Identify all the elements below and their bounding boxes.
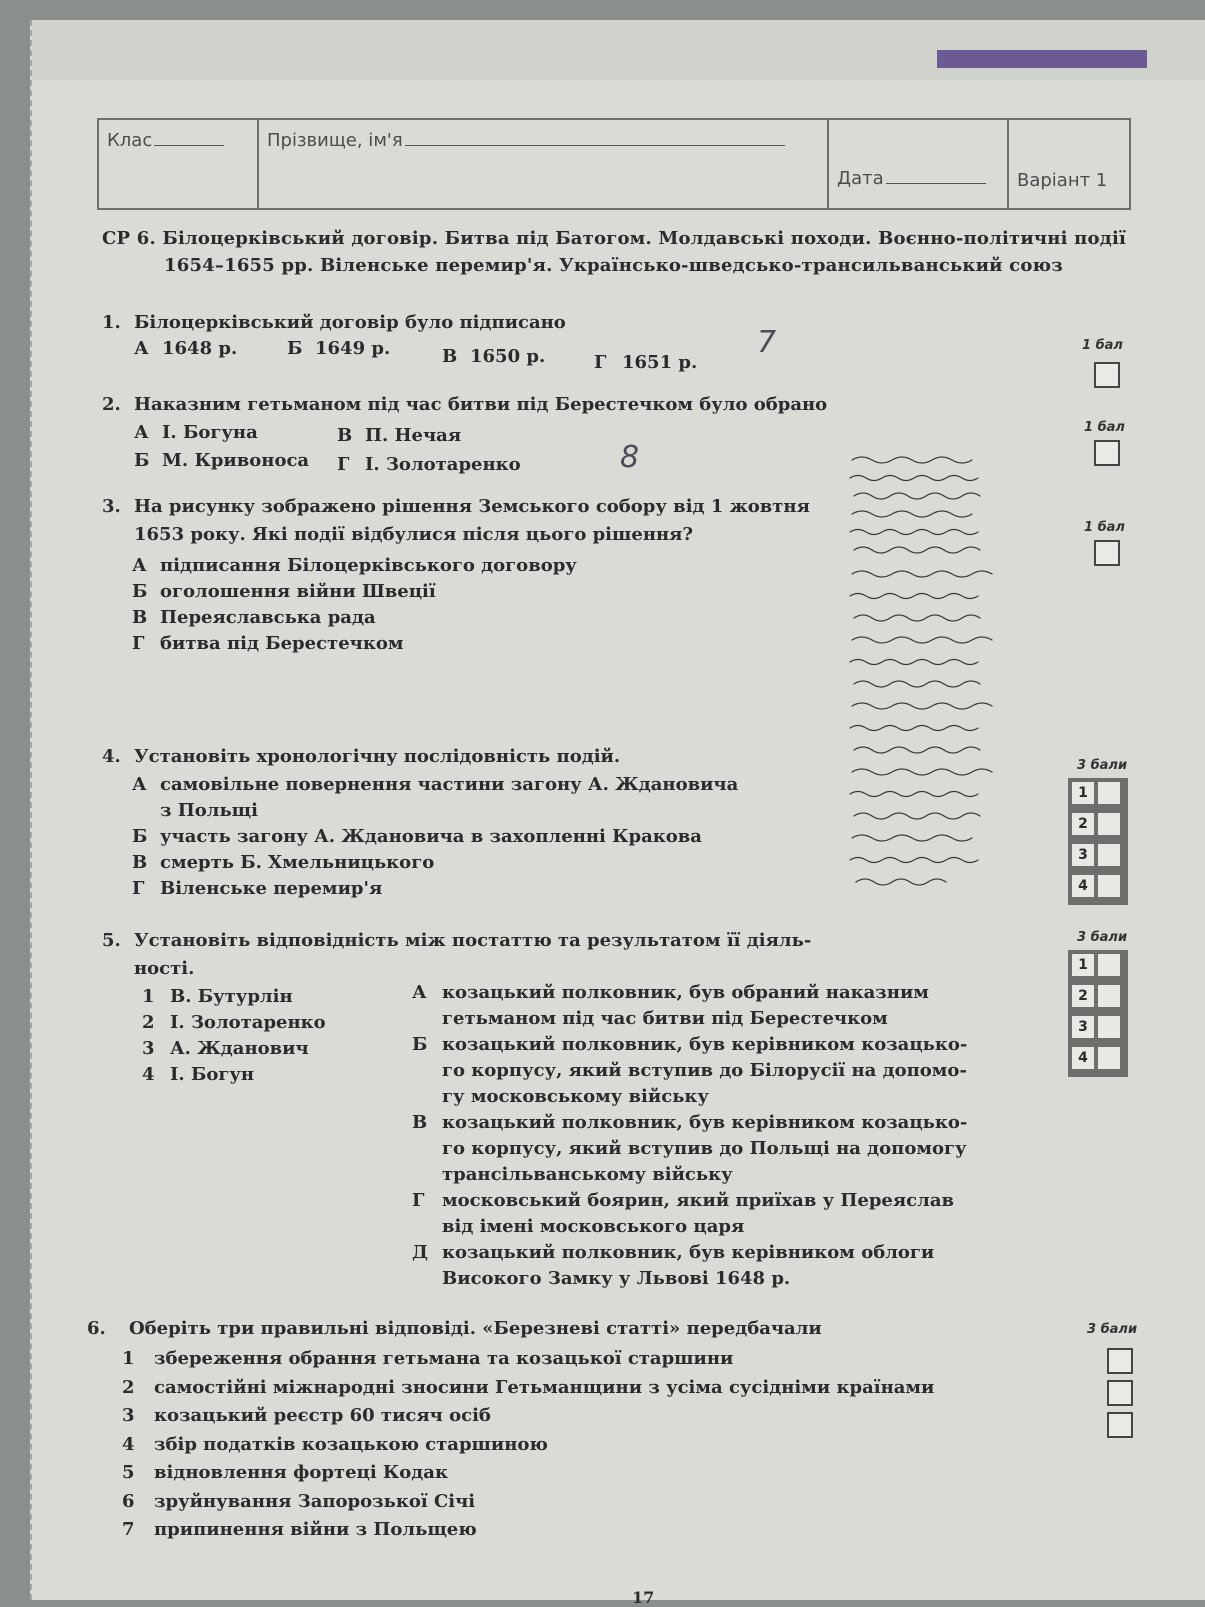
q6-options	[122, 1345, 934, 1545]
q3-answer-box[interactable]	[1094, 540, 1120, 566]
q4-answer-4[interactable]	[1098, 875, 1120, 897]
q4-answer-2[interactable]	[1098, 813, 1120, 835]
q5-result-g: Г московський боярин, який приїхав у Переяслав	[412, 1190, 954, 1211]
q2-option-v[interactable]: В П. Нечая	[337, 425, 462, 446]
class-label: Клас	[107, 130, 153, 151]
question-3-line-2: 1653 року. Які події відбулися після цього рішення?	[134, 524, 694, 545]
name-label: Прізвище, ім'я	[267, 130, 403, 151]
page-number: 17	[632, 1588, 655, 1607]
q4-option-a: А самовільне повернення частини загону А. Ждановича	[132, 774, 739, 795]
header-table	[97, 118, 1131, 210]
name-cell[interactable]	[259, 120, 829, 208]
q5-answer-grid: 1 2 3 4	[1068, 950, 1128, 1077]
variant-label: Варіант 1	[1017, 170, 1108, 191]
q6-option-7: 7 припинення війни з Польщею	[122, 1519, 477, 1540]
q6-answer-box-2[interactable]	[1107, 1380, 1133, 1406]
q6-answer-box-1[interactable]	[1107, 1348, 1133, 1374]
q4-answer-3[interactable]	[1098, 844, 1120, 866]
q2-answer-box[interactable]	[1094, 440, 1120, 466]
manuscript-document-image	[842, 450, 1002, 900]
decorative-bar	[937, 50, 1147, 68]
q4-option-v: В смерть Б. Хмельницького	[132, 852, 435, 873]
question-5: 5. Установіть відповідність між постаттю та результатом її діяль-	[102, 930, 812, 951]
q6-option-2: 2 самостійні міжнародні зносини Гетьманщини з усіма сусідніми країнами	[122, 1376, 935, 1398]
q5-person-3: 3 А. Жданович	[142, 1038, 309, 1059]
title-line-1: СР 6. Білоцерківський договір. Битва під Батогом. Молдавські походи. Воєнно-політичні події	[102, 228, 1127, 249]
q5-result-a-l2: гетьманом під час битви під Берестечком	[442, 1008, 888, 1029]
worksheet-title	[102, 225, 1132, 279]
q6-answer-box-3[interactable]	[1107, 1412, 1133, 1438]
q2-option-a[interactable]: А І. Богуна	[134, 422, 258, 443]
q5-result-b: Б козацький полковник, був керівником козацько-	[412, 1034, 968, 1055]
q6-option-6: 6 зруйнування Запорозької Січі	[122, 1490, 476, 1512]
q5-result-g-l2: від імені московського царя	[442, 1216, 745, 1237]
q6-option-3: 3 козацький реєстр 60 тисяч осіб	[122, 1405, 491, 1426]
q5-points: 3 бали	[1077, 930, 1128, 945]
q5-result-b-l3: гу московському війську	[442, 1086, 709, 1107]
q6-option-1: 1 збереження обрання гетьмана та козацької старшини	[122, 1348, 734, 1369]
q1-option-b[interactable]: Б 1649 р.	[287, 338, 391, 359]
question-5-line-2: ності.	[134, 958, 195, 979]
q5-answer-1[interactable]	[1098, 954, 1120, 976]
q3-option-v[interactable]: В Переяславська рада	[132, 607, 376, 628]
q4-options	[132, 772, 738, 902]
q5-answer-4[interactable]	[1098, 1047, 1120, 1069]
q5-persons	[142, 984, 326, 1088]
q5-answer-2[interactable]	[1098, 985, 1120, 1007]
q5-result-d: Д козацький полковник, був керівником облоги	[412, 1242, 935, 1263]
q1-answer-box[interactable]	[1094, 362, 1120, 388]
q6-option-4: 4 збір податків козацькою старшиною	[122, 1433, 548, 1455]
q5-result-a: А козацький полковник, був обраний наказним	[412, 982, 929, 1003]
question-4: 4. Установіть хронологічну послідовність подій.	[102, 746, 621, 767]
q5-result-v-l2: го корпусу, який вступив до Польщі на допомогу	[442, 1138, 967, 1159]
q1-option-g[interactable]: Г 1651 р.	[594, 352, 698, 373]
question-2: 2. Наказним гетьманом під час битви під Берестечком було обрано	[102, 394, 828, 415]
variant-cell	[1009, 120, 1129, 208]
question-6: 6. Оберіть три правильні відповіді. «Березневі статті» передбачали	[87, 1318, 822, 1339]
q6-option-5: 5 відновлення фортеці Кодак	[122, 1462, 448, 1483]
q5-result-d-l2: Високого Замку у Львові 1648 р.	[442, 1268, 791, 1289]
question-1: 1. Білоцерківський договір було підписано	[102, 312, 566, 333]
q5-person-2: 2 І. Золотаренко	[142, 1012, 326, 1033]
q3-option-b[interactable]: Б оголошення війни Швеції	[132, 581, 436, 602]
q5-person-1: 1 В. Бутурлін	[142, 986, 293, 1007]
q1-option-v[interactable]: В 1650 р.	[442, 346, 546, 367]
workbook-page	[30, 20, 1205, 1607]
q2-option-b[interactable]: Б М. Кривоноса	[134, 450, 310, 471]
q1-option-a[interactable]: А 1648 р.	[134, 338, 238, 359]
class-cell[interactable]	[99, 120, 259, 208]
q5-answer-3[interactable]	[1098, 1016, 1120, 1038]
date-cell[interactable]	[829, 120, 1009, 208]
q5-result-v: В козацький полковник, був керівником козацько-	[412, 1112, 968, 1133]
title-line-2: 1654–1655 рр. Віленське перемир'я. Українсько-шведсько-трансильванський союз	[164, 255, 1063, 276]
q4-answer-1[interactable]	[1098, 782, 1120, 804]
q5-result-v-l3: трансільванському війську	[442, 1164, 733, 1185]
q3-option-g[interactable]: Г битва під Берестечком	[132, 633, 404, 654]
q6-points: 3 бали	[1087, 1322, 1138, 1337]
q4-option-g: Г Віленське перемир'я	[132, 878, 383, 899]
question-3: 3. На рисунку зображено рішення Земського собору від 1 жовтня	[102, 496, 810, 517]
q4-option-b: Б участь загону А. Ждановича в захопленні Кракова	[132, 826, 702, 847]
q3-points: 1 бал	[1084, 520, 1125, 535]
q3-option-a[interactable]: А підписання Білоцерківського договору	[132, 555, 577, 576]
q5-results	[412, 980, 967, 1292]
handwritten-mark-2: 8	[620, 440, 640, 475]
q1-points: 1 бал	[1082, 338, 1123, 353]
q3-options	[132, 553, 577, 657]
q4-option-a-cont: з Польщі	[160, 800, 258, 821]
q5-result-b-l2: го корпусу, який вступив до Білорусії на допомо-	[442, 1060, 967, 1081]
handwritten-mark-1: 7	[757, 325, 777, 360]
q2-option-g[interactable]: Г І. Золотаренко	[337, 454, 521, 475]
q2-points: 1 бал	[1084, 420, 1125, 435]
date-label: Дата	[837, 168, 884, 189]
q4-points: 3 бали	[1077, 758, 1128, 773]
q4-answer-grid: 1 2 3 4	[1068, 778, 1128, 905]
q5-person-4: 4 І. Богун	[142, 1064, 255, 1085]
